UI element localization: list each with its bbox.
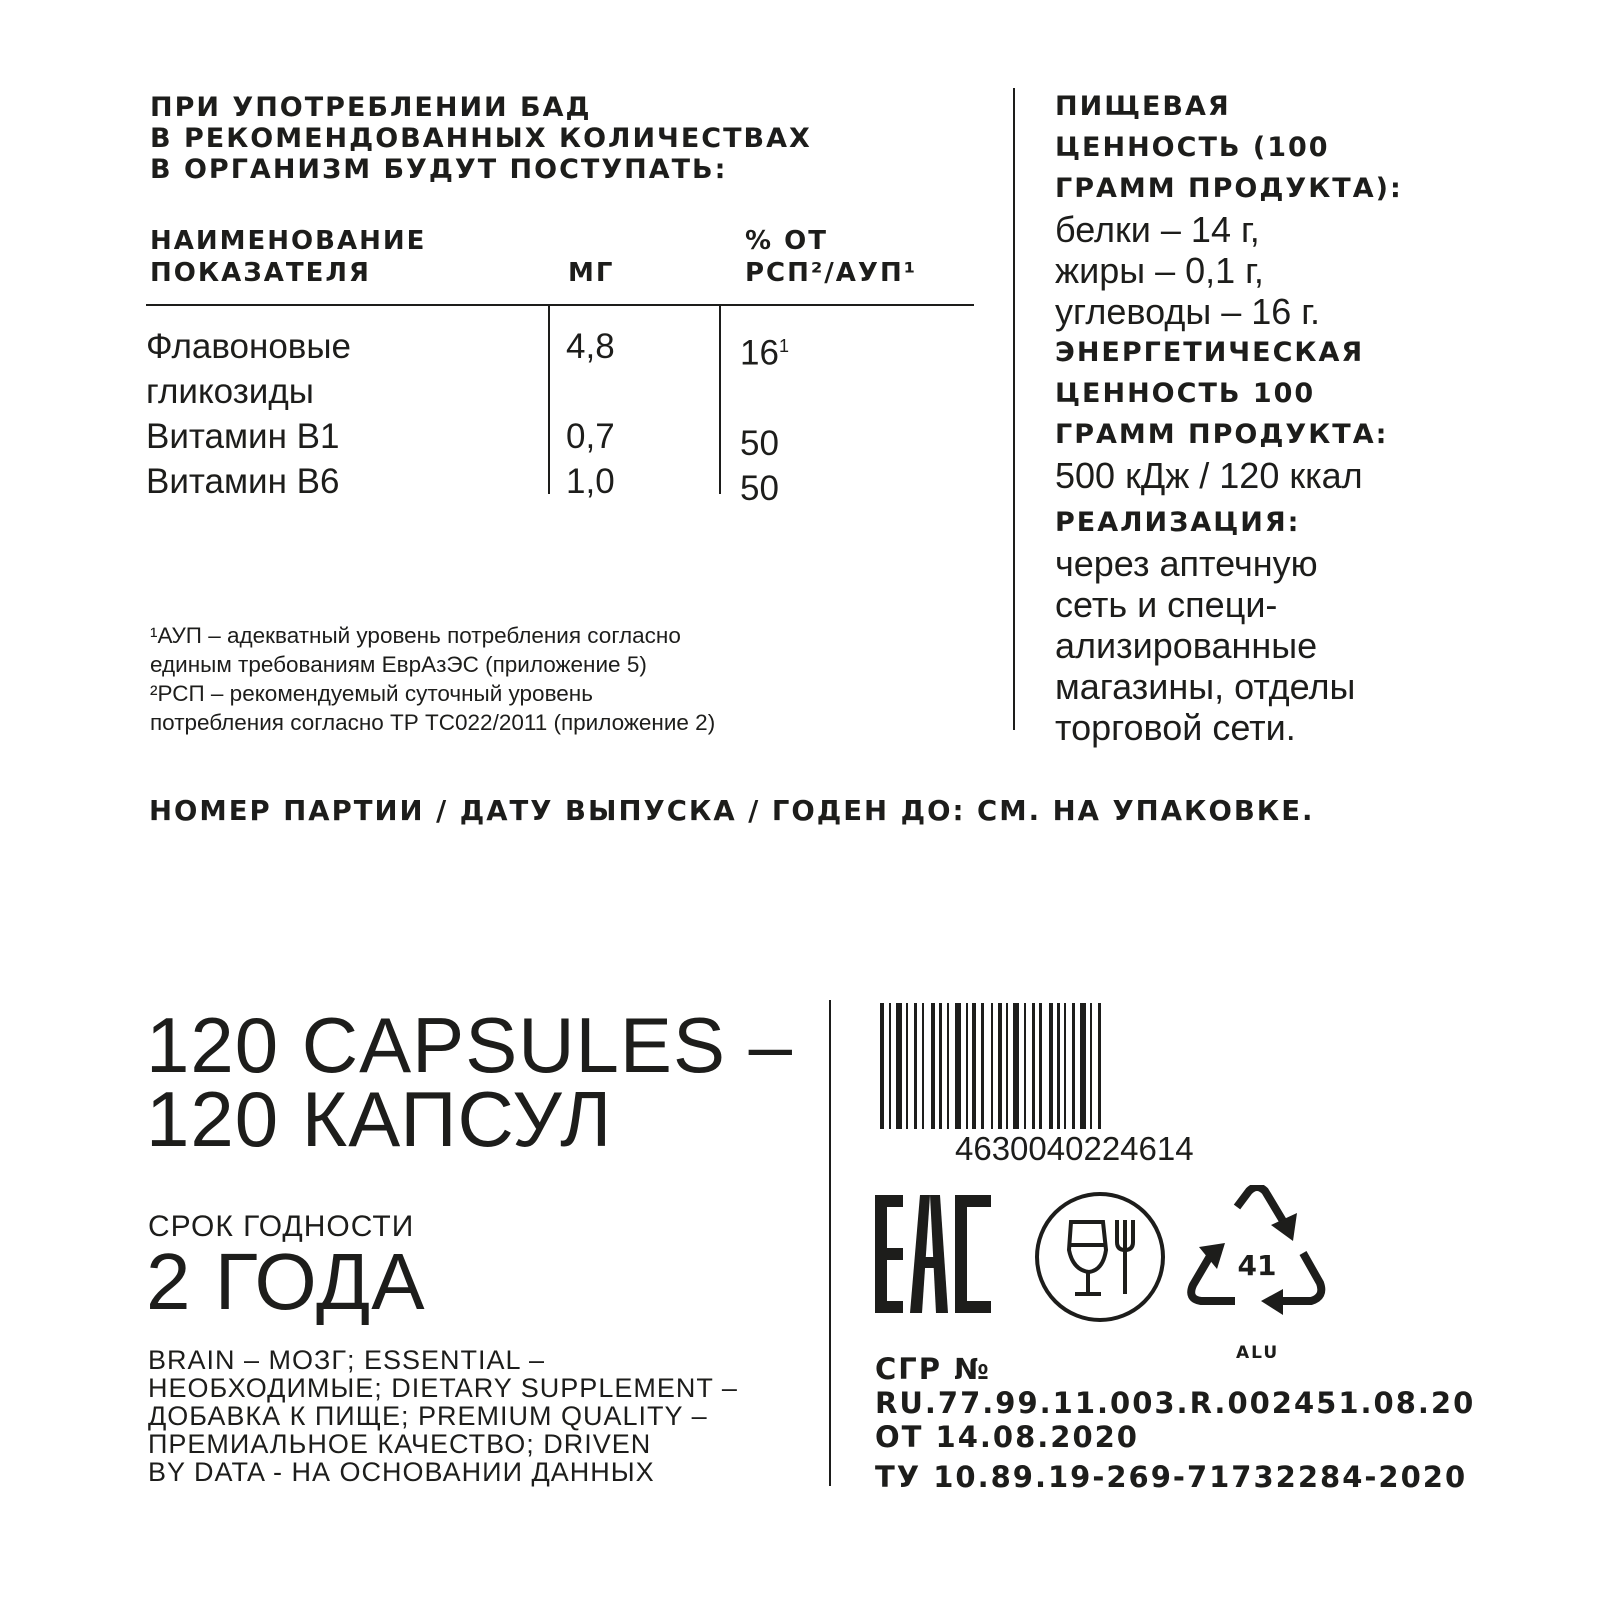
barcode-bar	[931, 1003, 935, 1129]
barcode-bar	[1098, 1003, 1101, 1129]
barcode-bar	[998, 1003, 1002, 1129]
row-mg-value: 0,7	[566, 417, 615, 456]
energy-value: 500 кДж / 120 ккал	[1055, 455, 1363, 496]
footnote-line: ¹АУП – адекватный уровень потребления согласно	[150, 623, 681, 648]
row-percent-value: 50	[740, 468, 779, 508]
barcode-bar	[1006, 1003, 1008, 1129]
barcode-bar	[880, 1003, 884, 1129]
barcode-bar	[1024, 1003, 1026, 1129]
intro-line: ПРИ УПОТРЕБЛЕНИИ БАД	[150, 92, 592, 123]
sgr-label: СГР №	[875, 1352, 992, 1386]
header-name	[150, 225, 426, 289]
barcode-bar	[1090, 1003, 1092, 1129]
sales-line: магазины, отделы	[1055, 666, 1356, 707]
glossary-line: ПРЕМИАЛЬНОЕ КАЧЕСТВО; DRIVEN	[148, 1429, 652, 1459]
barcode-bar	[1039, 1003, 1042, 1129]
barcode-bar	[991, 1003, 993, 1129]
energy-heading: ЭНЕРГЕТИЧЕСКАЯ	[1055, 337, 1365, 368]
footnotes	[150, 621, 715, 737]
nutrition-heading: ПИЩЕВАЯ	[1055, 91, 1231, 122]
sgr-number: RU.77.99.11.003.R.002451.08.20	[875, 1386, 1476, 1420]
barcode-bar	[1032, 1003, 1035, 1129]
barcode-bar	[1064, 1003, 1066, 1129]
energy-heading: ГРАММ ПРОДУКТА:	[1055, 419, 1389, 450]
nutrition-block	[1055, 86, 1403, 748]
barcode-bar	[1013, 1003, 1019, 1129]
header-percent-line: РСП²/АУП¹	[745, 258, 918, 288]
recycle-icon	[1185, 1185, 1330, 1320]
sales-line: ализированные	[1055, 625, 1318, 666]
glossary	[148, 1346, 738, 1486]
tu-number: ТУ 10.89.19-269-71732284-2020	[875, 1460, 1468, 1494]
batch-note: НОМЕР ПАРТИИ / ДАТУ ВЫПУСКА / ГОДЕН ДО: СМ. НА УПАКОВКЕ.	[149, 795, 1315, 827]
glossary-line: НЕОБХОДИМЫЕ; DIETARY SUPPLEMENT –	[148, 1373, 738, 1403]
row-percent-sup: 1	[778, 336, 789, 356]
header-name-line: ПОКАЗАТЕЛЯ	[150, 258, 371, 288]
barcode-bar	[981, 1003, 984, 1129]
capsules-line: 120 КАПСУЛ	[146, 1075, 613, 1163]
table-header-divider	[146, 304, 974, 306]
sales-heading: РЕАЛИЗАЦИЯ:	[1055, 507, 1301, 538]
barcode-bar	[922, 1003, 924, 1129]
barcode-bar	[1080, 1003, 1086, 1129]
barcode-bar	[906, 1003, 908, 1129]
barcode-bar	[914, 1003, 917, 1129]
table-row-mg	[566, 324, 615, 504]
row-name-line: гликозиды	[146, 372, 314, 411]
table-column-divider	[719, 306, 721, 494]
row-name-line: Витамин В1	[146, 417, 340, 456]
row-mg-value: 1,0	[566, 462, 615, 501]
glass-fork-icon	[1033, 1190, 1167, 1324]
eac-mark-icon	[875, 1195, 995, 1313]
row-mg-value: 4,8	[566, 327, 615, 366]
barcode-bar	[1057, 1003, 1060, 1129]
shelf-life-value: 2 ГОДА	[146, 1237, 426, 1326]
row-percent-value: 16	[740, 333, 779, 373]
barcode-number: 4630040224614	[955, 1130, 1194, 1167]
row-name-line: Флавоновые	[146, 327, 352, 366]
nutrition-value: углеводы – 16 г.	[1055, 291, 1321, 332]
footnote-line: потребления согласно ТР ТС022/2011 (приложение 2)	[150, 710, 716, 735]
barcode-bar	[889, 1003, 891, 1129]
sales-line: через аптечную	[1055, 543, 1318, 584]
table-column-divider	[548, 306, 550, 494]
intro-line: В ОРГАНИЗМ БУДУТ ПОСТУПАТЬ:	[150, 154, 728, 185]
nutrition-heading: ГРАММ ПРОДУКТА):	[1055, 173, 1403, 204]
barcode-bar	[966, 1003, 968, 1129]
recycle-code: 41	[1237, 1249, 1277, 1282]
header-name-line: НАИМЕНОВАНИЕ	[150, 226, 427, 256]
glossary-line: BY DATA - НА ОСНОВАНИИ ДАННЫХ	[148, 1457, 655, 1487]
recycle-label: ALU	[1236, 1343, 1280, 1363]
header-mg: МГ	[568, 258, 615, 288]
capsules-count	[146, 1001, 794, 1163]
intro-line: В РЕКОМЕНДОВАННЫХ КОЛИЧЕСТВАХ	[150, 123, 812, 154]
header-percent	[745, 225, 917, 289]
footnote-line: ²РСП – рекомендуемый суточный уровень	[150, 681, 593, 706]
nutrition-heading: ЦЕННОСТЬ (100	[1055, 132, 1330, 163]
barcode-bar	[955, 1003, 961, 1129]
glossary-line: ДОБАВКА К ПИЩЕ; PREMIUM QUALITY –	[148, 1401, 708, 1431]
nutrition-value: белки – 14 г,	[1055, 209, 1260, 250]
capsules-line: 120 CAPSULES –	[146, 1001, 794, 1089]
glossary-line: BRAIN – МОЗГ; ESSENTIAL –	[148, 1345, 546, 1375]
table-row-name	[146, 324, 351, 504]
barcode-bar	[972, 1003, 976, 1129]
bottom-column-divider	[829, 1000, 831, 1486]
barcode-bar	[1072, 1003, 1075, 1129]
sgr-date: ОТ 14.08.2020	[875, 1420, 1139, 1454]
table-row-percent	[740, 324, 789, 511]
intro-heading	[150, 92, 812, 185]
footnote-line: единым требованиям ЕврАзЭС (приложение 5)	[150, 652, 647, 677]
barcode-bar	[939, 1003, 942, 1129]
registration-block	[875, 1352, 1475, 1494]
header-percent-line: % ОТ	[745, 226, 828, 256]
column-divider	[1013, 88, 1015, 730]
nutrition-value: жиры – 0,1 г,	[1055, 250, 1264, 291]
barcode-bar	[947, 1003, 949, 1129]
shelf-life-label: СРОК ГОДНОСТИ	[148, 1210, 415, 1243]
barcode-bar	[1049, 1003, 1053, 1129]
sales-line: торговой сети.	[1055, 707, 1296, 748]
energy-heading: ЦЕННОСТЬ 100	[1055, 378, 1316, 409]
row-name-line: Витамин В6	[146, 462, 340, 501]
barcode	[880, 1003, 1290, 1129]
barcode-bar	[896, 1003, 902, 1129]
row-percent-value: 50	[740, 423, 779, 463]
sales-line: сеть и специ-	[1055, 584, 1278, 625]
